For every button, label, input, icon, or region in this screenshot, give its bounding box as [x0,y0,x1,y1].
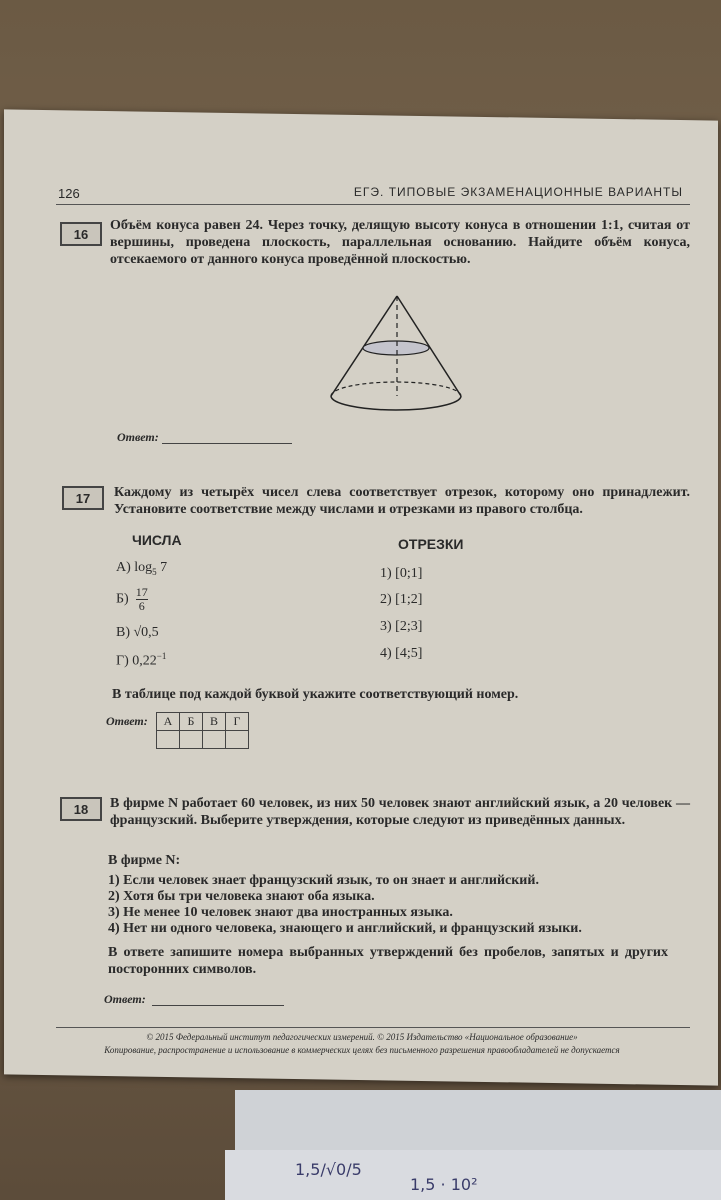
statement-3: 3) Не менее 10 человек знают два иностранных языка. [108,905,453,920]
number-b: Б) $\frac{17}{6}$ [116,585,148,613]
q18-statements [108,873,582,937]
number-d: Г) $0,22^{-1}$ [116,651,167,669]
book-title: ЕГЭ. ТИПОВЫЕ ЭКЗАМЕНАЦИОННЫЕ ВАРИАНТЫ [353,185,683,199]
handwritten-note-right: 1,5 · 10² [410,1175,478,1194]
handwritten-note-left: 1,5/√0/5 [295,1160,362,1179]
question-17-number: 17 [62,486,104,510]
cone-diagram [325,292,465,422]
question-16-text: Объём конуса равен 24. Через точку, делящую высоту конуса в отношении 1:1, считая от вершины, проведена плоскость, параллельная основанию. Найдите объём конуса, отсекаемого от данного конуса проведённой плоскостью. [110,218,690,267]
question-18-number: 18 [60,797,102,821]
answer-header-a: А [157,713,180,731]
q17-instruction: В таблице под каждой буквой укажите соответствующий номер. [112,687,519,702]
numbers-header: ЧИСЛА [132,532,182,548]
answer-header-b: Б [180,713,203,731]
statement-4: 4) Нет ни одного человека, знающего и английский, и французский языки. [108,921,582,936]
answer-header-v: В [203,713,226,731]
statement-1: 1) Если человек знает французский язык, то он знает и английский. [108,873,539,888]
q16-answer-field[interactable] [162,443,292,444]
cone-section [363,341,429,355]
intervals-header: ОТРЕЗКИ [398,536,464,552]
header-divider [56,204,690,205]
footer-copyright: © 2015 Федеральный институт педагогических измерений. © 2015 Издательство «Национальное образование» [146,1032,578,1042]
q17-answer-label: Ответ: [106,714,148,728]
interval-1: 1) [0;1] [380,566,423,581]
statement-2: 2) Хотя бы три человека знают оба языка. [108,889,375,904]
answer-cell-b[interactable] [180,731,203,749]
q17-answer-table [156,712,249,749]
question-18-text: В фирме N работает 60 человек, из них 50 человек знают английский язык, а 20 человек — французский. Выберите утверждения, которые следуют из приведённых данных. [110,796,690,828]
answer-header-g: Г [226,713,249,731]
page-number: 126 [58,186,80,201]
answer-cell-a[interactable] [157,731,180,749]
number-a: А) $\log_5 7$ [116,560,168,577]
interval-2: 2) [1;2] [380,592,423,607]
q16-answer-label: Ответ: [117,430,159,444]
q18-answer-field[interactable] [152,1005,284,1006]
cone-base-front [331,396,461,410]
interval-4: 4) [4;5] [380,646,423,661]
interval-3: 3) [2;3] [380,619,423,634]
question-16-number: 16 [60,222,102,246]
answer-cell-g[interactable] [226,731,249,749]
footer-divider [56,1027,690,1028]
q18-instruction: В ответе запишите номера выбранных утверждений без пробелов, запятых и других посторонних символов. [108,945,668,977]
q18-subhead: В фирме N: [108,853,181,868]
cone-base-back [331,382,461,396]
q18-answer-label: Ответ: [104,992,146,1006]
answer-cell-v[interactable] [203,731,226,749]
question-17-text: Каждому из четырёх чисел слева соответствует отрезок, которому оно принадлежит. Установите соответствие между числами и отрезками из правого столбца. [114,485,690,517]
footer-rights: Копирование, распространение и использование в коммерческих целях без письменного разрешения правообладателей не допускается [104,1045,620,1055]
number-c: В) √0,5 [116,625,159,640]
